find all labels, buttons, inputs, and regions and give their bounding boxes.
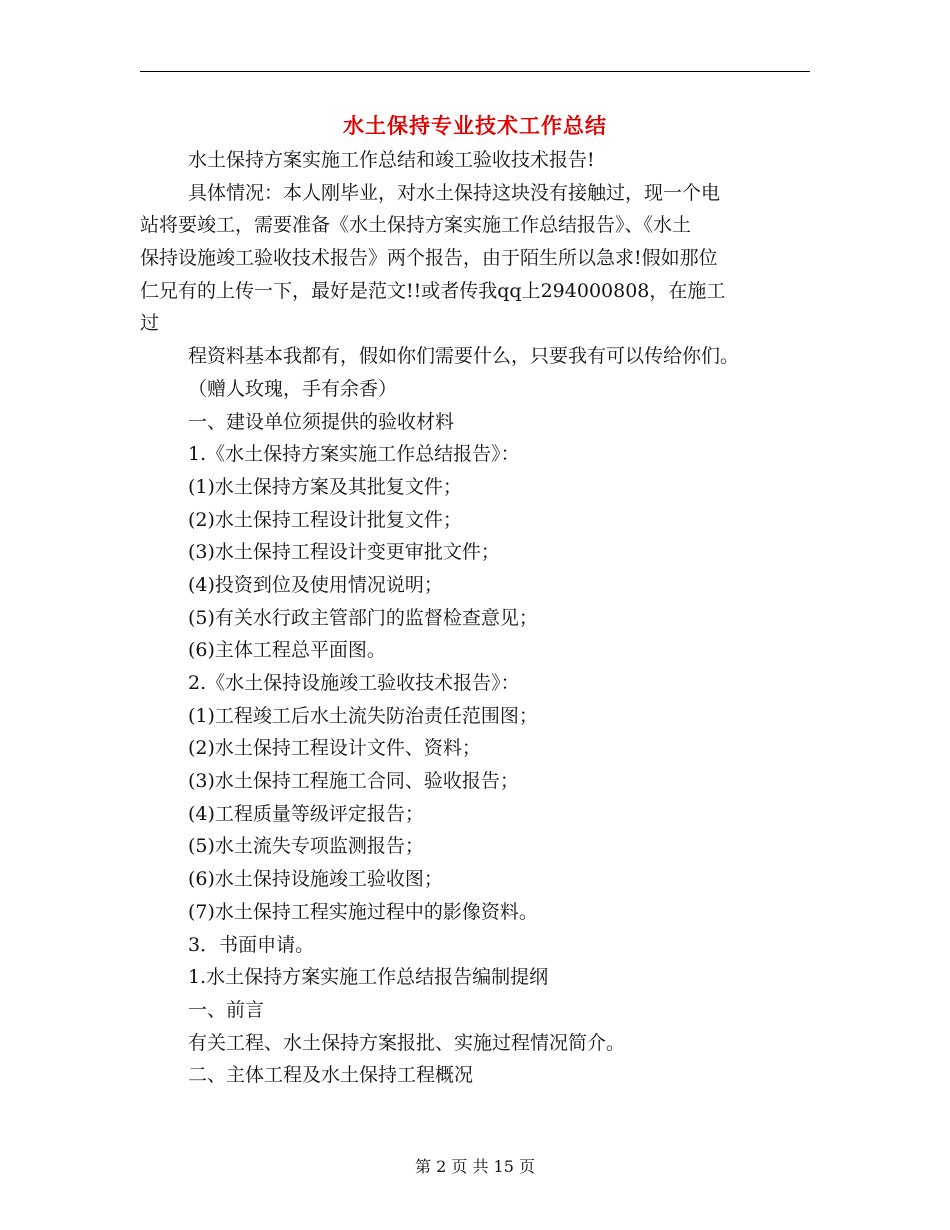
text-line: 2.《水土保持设施竣工验收技术报告》： (188, 672, 520, 694)
text-line: 有关工程、水土保持方案报批、实施过程情况简介。 (188, 1031, 626, 1054)
text-line: 站将要竣工，需要准备《水土保持方案实施工作总结报告》、《水土 (140, 214, 692, 237)
text-line: 过 (140, 312, 160, 335)
text-line: 一、前言 (188, 998, 265, 1021)
text-line: （赠人玫瑰，手有余香） (188, 377, 398, 400)
text-line: 程资料基本我都有，假如你们需要什么，只要我有可以传给你们。 (188, 345, 740, 368)
text-line: 1.《水土保持方案实施工作总结报告》： (188, 443, 520, 466)
text-line: (5)有关水行政主管部门的监督检查意见； (188, 606, 538, 629)
text-line: (4)投资到位及使用情况说明； (188, 573, 443, 596)
text-line: (1)工程竣工后水土流失防治责任范围图； (188, 704, 538, 727)
header-rule (140, 71, 810, 72)
text-line: (2)水土保持工程设计文件、资料； (188, 737, 481, 760)
text-line: 二、主体工程及水土保持工程概况 (188, 1064, 474, 1087)
text-line: (6)水土保持设施竣工验收图； (188, 868, 443, 891)
text-line: (3)水土保持工程施工合同、验收报告； (188, 770, 519, 793)
text-line: (2)水土保持工程设计批复文件； (188, 508, 462, 531)
page-number: 第 2 页 共 15 页 (415, 1157, 535, 1176)
text-line: 一、建设单位须提供的验收材料 (188, 410, 455, 433)
document-body (140, 148, 820, 1096)
text-line: 3．书面申请。 (188, 933, 315, 956)
text-line: (7)水土保持工程实施过程中的影像资料。 (188, 900, 538, 923)
text-line: (5)水土流失专项监测报告； (188, 835, 424, 858)
text-line: 仁兄有的上传一下，最好是范文!!或者传我qq上294000808，在施工 (140, 279, 726, 302)
text-line: (4)工程质量等级评定报告； (188, 802, 424, 825)
text-line: (1)水土保持方案及其批复文件； (188, 475, 462, 498)
text-line: 保持设施竣工验收技术报告》两个报告，由于陌生所以急求!假如那位 (140, 247, 718, 270)
text-line: (3)水土保持工程设计变更审批文件； (188, 541, 500, 564)
text-line: 水土保持方案实施工作总结和竣工验收技术报告! (188, 149, 595, 171)
text-line: 具体情况：本人刚毕业，对水土保持这块没有接触过，现一个电 (188, 181, 721, 204)
text-line: (6)主体工程总平面图。 (188, 639, 386, 662)
document-title: 水土保持专业技术工作总结 (343, 113, 607, 138)
text-line: 1.水土保持方案实施工作总结报告编制提纲 (188, 966, 549, 989)
